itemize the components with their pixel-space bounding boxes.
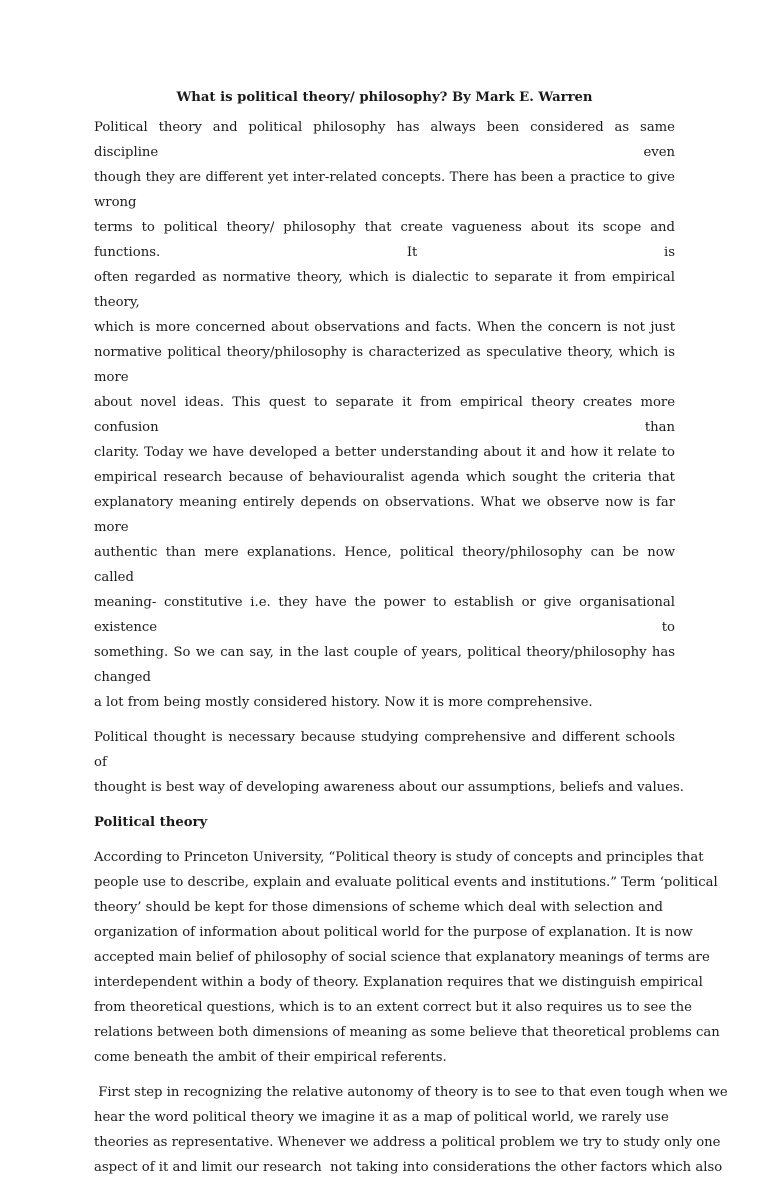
document-title: What is political theory/ philosophy? By Mark E. Warren — [176, 90, 593, 105]
paragraph-line: though they are different yet inter-related concepts. There has been a practice to give wrong — [94, 170, 675, 210]
paragraph-line: Political theory and political philosophy has always been considered as same discipline even — [94, 120, 675, 160]
paragraph-line: from theoretical questions, which is to an extent correct but it also requires us to see the — [94, 1000, 692, 1015]
paragraph-line: interdependent within a body of theory. Explanation requires that we distinguish empirical — [94, 975, 703, 990]
paragraph-line: which is more concerned about observations and facts. When the concern is not just — [94, 320, 675, 335]
paragraph-line: Political thought is necessary because studying comprehensive and different schools of — [94, 730, 675, 770]
paragraph-line: normative political theory/philosophy is characterized as speculative theory, which is more — [94, 345, 675, 385]
paragraph-line: about novel ideas. This quest to separate it from empirical theory creates more confusion than — [94, 395, 675, 435]
paragraph-1 — [94, 115, 675, 715]
paragraph-line: hear the word political theory we imagine it as a map of political world, we rarely use — [94, 1110, 669, 1125]
paragraph-line: relations between both dimensions of meaning as some believe that theoretical problems can — [94, 1025, 720, 1040]
paragraph-line: clarity. Today we have developed a better understanding about it and how it relate to — [94, 445, 675, 460]
paragraph-line: theory’ should be kept for those dimensions of scheme which deal with selection and — [94, 900, 664, 915]
paragraph-line: explanatory meaning entirely depends on observations. What we observe now is far more — [94, 495, 675, 535]
paragraph-line: accepted main belief of philosophy of social science that explanatory meanings of terms are — [94, 950, 710, 965]
section-heading: Political theory — [94, 815, 208, 830]
paragraph-line: terms to political theory/ philosophy that create vagueness about its scope and functions. It is — [94, 220, 675, 260]
paragraph-line: something. So we can say, in the last couple of years, political theory/philosophy has changed — [94, 645, 675, 685]
paragraph-line: meaning- constitutive i.e. they have the power to establish or give organisational existence to — [94, 595, 675, 635]
document-body — [94, 88, 728, 1190]
paragraph-line: often regarded as normative theory, which is dialectic to separate it from empirical theory, — [94, 270, 675, 310]
paragraph-line: thought is best way of developing awareness about our assumptions, beliefs and values. — [94, 780, 684, 795]
paragraph-line: organization of information about political world for the purpose of explanation. It is now — [94, 925, 693, 940]
paragraph-line: authentic than mere explanations. Hence, political theory/philosophy can be now called — [94, 545, 675, 585]
paragraph-line: a lot from being mostly considered history. Now it is more comprehensive. — [94, 695, 593, 710]
paragraph-4 — [94, 1080, 728, 1180]
paragraph-line: According to Princeton University, “Political theory is study of concepts and principles that — [94, 850, 704, 865]
paragraph-line: come beneath the ambit of their empirical referents. — [94, 1050, 447, 1065]
paragraph-line: First step in recognizing the relative autonomy of theory is to see to that even tough when we — [94, 1085, 728, 1100]
paragraph-line: empirical research because of behaviouralist agenda which sought the criteria that — [94, 470, 675, 485]
paragraph-line: aspect of it and limit our research not taking into considerations the other factors which also — [94, 1160, 723, 1175]
paragraph-line: people use to describe, explain and evaluate political events and institutions.” Term ‘political — [94, 875, 718, 890]
paragraph-2 — [94, 725, 684, 800]
paragraph-3 — [94, 845, 720, 1070]
paragraph-line: theories as representative. Whenever we address a political problem we try to study only one — [94, 1135, 721, 1150]
